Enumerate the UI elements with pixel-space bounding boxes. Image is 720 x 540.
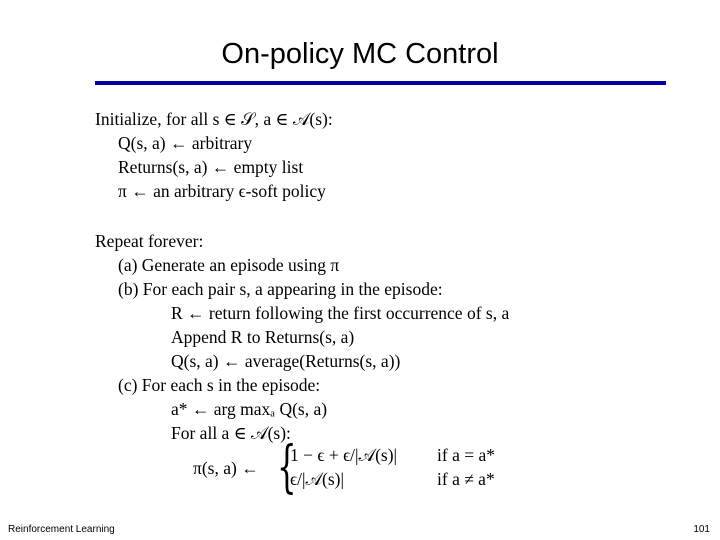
case1-condition: if a = a* (437, 445, 495, 465)
init-returns: Returns(s, a) ← empty list (118, 157, 304, 177)
repeat-header: Repeat forever: (95, 231, 204, 251)
slide-title: On-policy MC Control (221, 38, 499, 70)
case1-value: 1 − ϵ + ϵ/|𝒜(s)| (290, 445, 398, 465)
init-pi: π ← an arbitrary ϵ-soft policy (118, 181, 326, 201)
init-q: Q(s, a) ← arbitrary (118, 133, 253, 153)
step-c-forall: For all a ∈ 𝒜(s): (171, 423, 291, 443)
page-number: 101 (693, 524, 710, 535)
case2-condition: if a ≠ a* (437, 469, 495, 489)
step-b: (b) For each pair s, a appearing in the episode: (118, 279, 443, 299)
step-b-append: Append R to Returns(s, a) (171, 327, 355, 347)
step-a: (a) Generate an episode using π (118, 255, 340, 275)
case2-value: ϵ/|𝒜(s)| (290, 469, 344, 489)
init-header: Initialize, for all s ∈ 𝒮, a ∈ 𝒜(s): (95, 109, 333, 129)
step-b-average: Q(s, a) ← average(Returns(s, a)) (171, 351, 401, 371)
step-b-return: R ← return following the first occurrence of s, a (171, 303, 510, 323)
step-c: (c) For each s in the episode: (118, 375, 321, 395)
policy-lhs: π(s, a) ← (193, 458, 259, 478)
footer-course: Reinforcement Learning (8, 524, 115, 535)
step-c-argmax: a* ← arg maxₐ Q(s, a) (171, 399, 328, 419)
cases-brace-icon: { (277, 435, 297, 500)
